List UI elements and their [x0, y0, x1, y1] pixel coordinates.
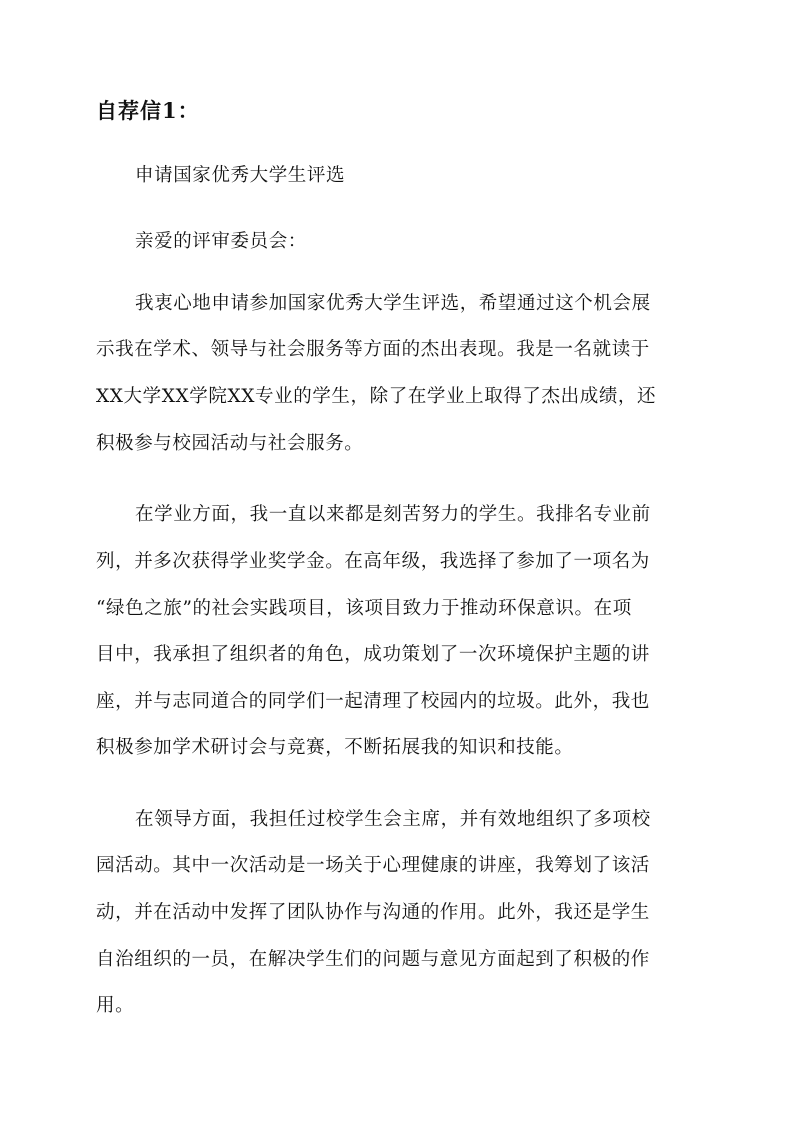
document-title: 自荐信1： — [96, 98, 200, 123]
paragraph-1-line-4: 积极参与校园活动与社会服务。 — [96, 433, 364, 454]
paragraph-3-line-5: 用。 — [96, 995, 135, 1016]
paragraph-3-line-2: 园活动。其中一次活动是一场关于心理健康的讲座，我筹划了该活 — [96, 855, 650, 876]
paragraph-3-line-4: 自治组织的一员，在解决学生们的问题与意见方面起到了积极的作 — [96, 949, 650, 970]
salutation: 亲爱的评审委员会： — [135, 231, 307, 252]
paragraph-2-line-5: 座，并与志同道合的同学们一起清理了校园内的垃圾。此外，我也 — [96, 691, 650, 712]
paragraph-3-line-1: 在领导方面，我担任过校学生会主席，并有效地组织了多项校 — [135, 809, 651, 830]
paragraph-1-line-2: 示我在学术、领导与社会服务等方面的杰出表现。我是一名就读于 — [96, 339, 650, 360]
paragraph-1-line-1: 我衷心地申请参加国家优秀大学生评选，希望通过这个机会展 — [135, 293, 651, 314]
paragraph-2-line-1: 在学业方面，我一直以来都是刻苦努力的学生。我排名专业前 — [135, 504, 651, 525]
paragraph-2-line-2: 列，并多次获得学业奖学金。在高年级，我选择了参加了一项名为 — [96, 551, 650, 572]
paragraph-2-line-4: 目中，我承担了组织者的角色，成功策划了一次环境保护主题的讲 — [96, 644, 650, 665]
paragraph-3-line-3: 动，并在活动中发挥了团队协作与沟通的作用。此外，我还是学生 — [96, 902, 650, 923]
paragraph-2-line-6: 积极参加学术研讨会与竞赛，不断拓展我的知识和技能。 — [96, 737, 574, 758]
subject-line: 申请国家优秀大学生评选 — [135, 165, 346, 186]
paragraph-2-line-3: “绿色之旅”的社会实践项目，该项目致力于推动环保意识。在项 — [96, 598, 632, 619]
paragraph-1-line-3: XX大学XX学院XX专业的学生，除了在学业上取得了杰出成绩，还 — [96, 386, 657, 407]
